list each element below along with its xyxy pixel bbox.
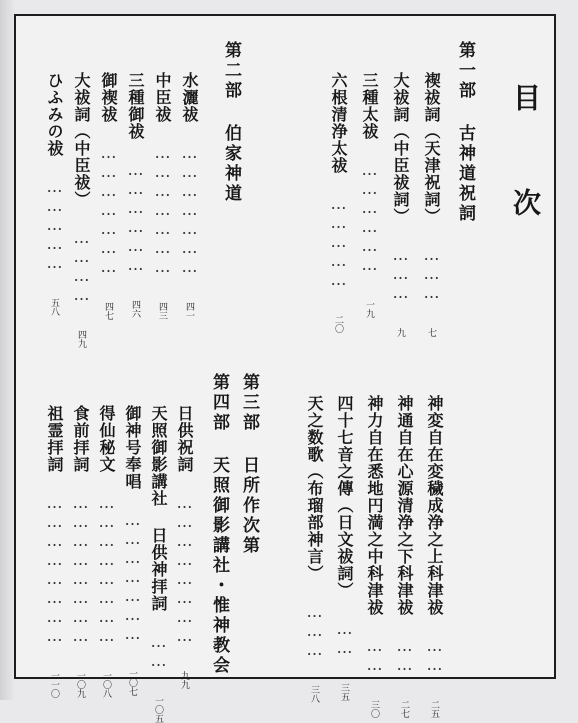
toc-entry-page: 一九: [364, 300, 374, 318]
toc-entry-label: 天照御影講社 日供神拝詞: [149, 405, 168, 612]
toc-entry-label: 食前拝詞: [71, 405, 90, 473]
toc-entry-page: 九九: [179, 671, 189, 689]
toc-entry-label: 御禊祓: [99, 72, 118, 123]
toc-entry-leader: …………………: [153, 143, 172, 276]
toc-entry[interactable]: [181, 72, 197, 320]
toc-entry-label: 中臣祓: [153, 72, 172, 123]
toc-entry-label: 三種太祓: [360, 72, 379, 140]
toc-entry-leader: …………………: [123, 510, 142, 643]
toc-entry-leader: ……: [149, 632, 168, 670]
toc-entry-leader: ………: [305, 602, 324, 659]
toc-entry[interactable]: [98, 405, 114, 698]
toc-entry[interactable]: [361, 72, 377, 318]
toc-entry-leader: ………: [422, 245, 441, 302]
toc-entry-page: 五八: [49, 298, 59, 316]
toc-entry-leader: …………………: [180, 143, 199, 276]
toc-entry-label: 禊祓詞（天津祝詞）: [422, 72, 441, 225]
toc-entry[interactable]: [336, 395, 352, 701]
toc-entry-page: 一〇五: [153, 696, 163, 723]
toc-entry-leader: ……………………: [175, 493, 194, 645]
toc-entry[interactable]: [73, 72, 89, 348]
page-title: 目 次: [509, 83, 542, 238]
toc-entry-page: 二五: [429, 700, 439, 718]
toc-entry-page: 一〇七: [127, 669, 137, 696]
toc-entry-leader: ……: [365, 636, 384, 674]
toc-entry-page: 四一: [184, 302, 194, 320]
toc-entry-label: 神通自在心源清浄之下科津祓: [395, 395, 414, 616]
toc-entry[interactable]: [392, 72, 408, 337]
toc-entry-label: 四十七音之傳（日文祓詞）: [335, 395, 354, 599]
toc-entry-leader: ………: [391, 245, 410, 302]
toc-entry-page: 四六: [130, 300, 140, 318]
toc-entry-leader: …………………: [99, 143, 118, 276]
toc-entry-label: 天之数歌（布瑠部神言）: [305, 395, 324, 582]
page-fold-shadow: [0, 0, 14, 700]
toc-entry[interactable]: [306, 395, 322, 703]
toc-entry[interactable]: [72, 405, 88, 698]
toc-entry-leader: ……: [335, 619, 354, 657]
toc-entry[interactable]: [100, 72, 116, 320]
toc-entry[interactable]: [426, 395, 442, 718]
contents-frame: [14, 14, 556, 723]
toc-entry-label: 三種御祓: [126, 72, 145, 140]
toc-entry[interactable]: [423, 72, 439, 337]
toc-entry-page: 四三: [157, 302, 167, 320]
toc-entry[interactable]: [46, 72, 62, 316]
toc-entry[interactable]: [396, 395, 412, 718]
toc-entry[interactable]: [366, 395, 382, 718]
toc-entry-leader: ……………………: [45, 493, 64, 645]
toc-entry-label: 神力自在悉地円満之中科津祓: [365, 395, 384, 616]
toc-entry-leader: ……………………: [97, 493, 116, 645]
part1-heading: 第一部 古神道祝詞: [455, 41, 475, 224]
toc-entry-leader: ……: [425, 636, 444, 674]
toc-entry-leader: ……: [395, 636, 414, 674]
toc-entry[interactable]: [150, 405, 166, 723]
toc-entry-page: 二七: [399, 700, 409, 718]
toc-entry[interactable]: [176, 405, 192, 689]
toc-entry-label: 祖霊拝詞: [45, 405, 64, 473]
toc-entry-page: 二〇: [333, 315, 343, 333]
toc-entry[interactable]: [330, 72, 346, 333]
toc-entry-page: 四九: [76, 330, 86, 348]
toc-entry-page: 一〇九: [75, 671, 85, 698]
toc-entry-page: 三〇: [369, 700, 379, 718]
toc-entry-leader: ……………………: [71, 493, 90, 645]
toc-entry-leader: ………………: [360, 160, 379, 274]
toc-entry[interactable]: [124, 405, 140, 696]
toc-entry-label: 日供祝詞: [175, 405, 194, 473]
toc-entry-page: 四七: [103, 302, 113, 320]
toc-entry-leader: ……………: [329, 194, 348, 289]
toc-entry-leader: …………: [72, 228, 91, 304]
toc-entry[interactable]: [127, 72, 143, 318]
toc-entry[interactable]: [46, 405, 62, 698]
toc-entry[interactable]: [154, 72, 170, 320]
toc-entry-leader: ………………: [126, 160, 145, 274]
toc-entry-label: ひふみの祓: [45, 72, 64, 157]
toc-entry-page: 一一〇: [49, 671, 59, 698]
part3-heading: 第三部 日所作次第: [239, 373, 259, 556]
toc-entry-leader: ……………: [45, 177, 64, 272]
toc-entry-label: 大祓詞（中臣祓詞）: [391, 72, 410, 225]
toc-entry-label: 大祓詞（中臣祓）: [72, 72, 91, 208]
toc-entry-label: 御神号奉唱: [123, 405, 142, 490]
toc-entry-label: 六根清浄太祓: [329, 72, 348, 174]
toc-entry-page: 三五: [339, 683, 349, 701]
toc-entry-page: 七: [426, 328, 436, 337]
part4-heading: 第四部 天照御影講社・惟神教会: [209, 373, 229, 676]
toc-entry-page: 三八: [309, 685, 319, 703]
toc-entry-label: 水灑祓: [180, 72, 199, 123]
part2-heading: 第二部 伯家神道: [221, 41, 241, 204]
toc-entry-label: 神変自在変穢成浄之上科津祓: [425, 395, 444, 616]
toc-entry-page: 九: [395, 328, 405, 337]
toc-entry-page: 一〇八: [101, 671, 111, 698]
toc-entry-label: 得仙秘文: [97, 405, 116, 473]
